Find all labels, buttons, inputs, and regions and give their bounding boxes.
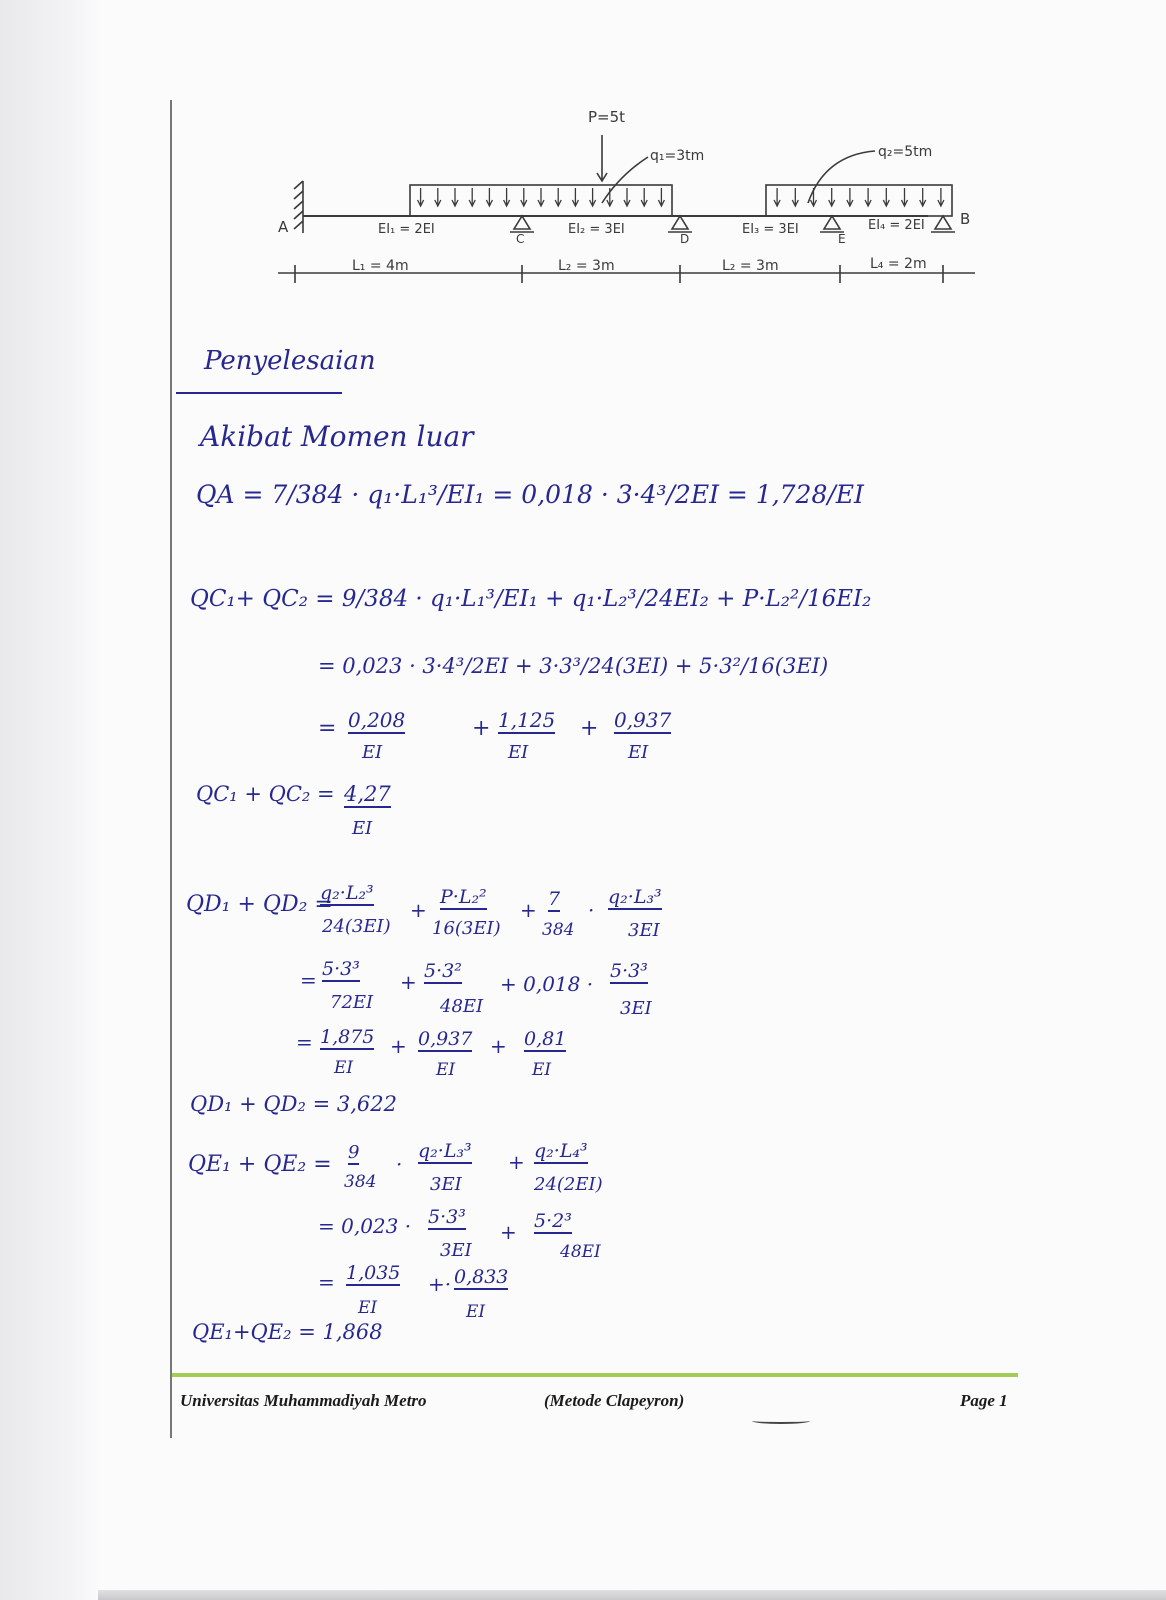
qd-term-4-num: q₂·L₃³	[608, 886, 662, 908]
qc-value-2: 1,125	[498, 708, 556, 732]
support-c-label: C	[516, 232, 525, 246]
qc-value-3: 0,937	[614, 708, 672, 732]
qd-term-3-num: 7	[548, 888, 561, 910]
qd-term-4-den: 3EI	[628, 920, 660, 941]
qe-b-term-1-den: 3EI	[440, 1240, 472, 1261]
plus-sign: +	[520, 898, 537, 922]
distributed-load-q2	[766, 185, 952, 216]
stiffness-ei1: EI₁ = 2EI	[378, 222, 435, 237]
qd-b-term-1-num: 5·3³	[322, 958, 360, 980]
qc-line-2: = 0,023 · 3·4³/2EI + 3·3³/24(3EI) + 5·3²/16(3EI)	[318, 654, 829, 678]
qd-term-2-den: 16(3EI)	[432, 918, 501, 939]
equals-sign: =	[300, 968, 317, 992]
qd-term-1-num: q₂·L₂³	[320, 882, 374, 904]
span-l1: L₁ = 4m	[352, 258, 409, 274]
heading-underline	[176, 392, 342, 394]
denominator-ei: EI	[628, 742, 649, 763]
qe-label: QE₁ + QE₂ =	[188, 1152, 332, 1177]
qe-b-term-2-num: 5·2³	[534, 1210, 572, 1232]
qc-total-value: 4,27	[344, 782, 391, 806]
support-e-label: E	[838, 232, 846, 246]
qc-line-1: QC₁+ QC₂ = 9/384 · q₁·L₁³/EI₁ + q₁·L₂³/24EI₂ + P·L₂²/16EI₂	[190, 586, 872, 612]
plus-sign: +·	[428, 1272, 452, 1296]
footer-page-number: Page 1	[960, 1391, 1008, 1410]
plus-sign: +	[390, 1034, 407, 1058]
qd-b-term-1-den: 72EI	[330, 992, 374, 1013]
qd-c-value-3: 0,81	[524, 1028, 567, 1050]
span-l3: L₂ = 3m	[722, 258, 779, 274]
beam-diagram	[270, 95, 990, 315]
dot-operator: ·	[588, 898, 595, 922]
footer-university: Universitas Muhammadiyah Metro	[180, 1391, 427, 1410]
span-l2: L₂ = 3m	[558, 258, 615, 274]
qe-term-2-den: 3EI	[430, 1174, 462, 1195]
denominator-ei: EI	[466, 1302, 486, 1322]
support-b-label: B	[960, 210, 971, 228]
plus-sign: +	[508, 1150, 525, 1174]
qd-c-value-1: 1,875	[320, 1026, 375, 1048]
qe-term-3-den: 24(2EI)	[534, 1174, 603, 1195]
stiffness-ei4: EI₄ = 2EI	[868, 218, 925, 233]
plus-sign: +	[410, 898, 427, 922]
pencil-mark	[752, 1418, 810, 1424]
denominator-ei: EI	[362, 742, 383, 763]
qe-total: QE₁+QE₂ = 1,868	[192, 1320, 383, 1344]
qe-c-value-2: 0,833	[454, 1266, 509, 1288]
qd-total: QD₁ + QD₂ = 3,622	[190, 1092, 397, 1116]
load-arrows-q1	[418, 188, 665, 206]
span-l4: L₄ = 2m	[870, 256, 927, 272]
qe-b-term-1-num: 5·3³	[428, 1206, 466, 1228]
qe-c-value-1: 1,035	[346, 1262, 401, 1284]
qe-term-1-den: 384	[344, 1172, 377, 1192]
plus-sign: +	[490, 1034, 507, 1058]
denominator-ei: EI	[334, 1058, 354, 1078]
denominator-ei: EI	[436, 1060, 456, 1080]
denominator-ei: EI	[532, 1060, 552, 1080]
load-arrows-q2	[774, 188, 944, 206]
solution-heading: Penyelesaian	[204, 346, 376, 376]
denominator-ei: EI	[358, 1298, 378, 1318]
qe-term-2-num: q₂·L₃³	[418, 1140, 472, 1162]
equals-sign: =	[296, 1030, 313, 1054]
page-bottom-edge	[98, 1590, 1166, 1600]
denominator-ei: EI	[508, 742, 529, 763]
q2-label: q₂=5tm	[878, 144, 933, 160]
point-load-label: P=5t	[588, 108, 626, 126]
equals-sign: =	[318, 716, 337, 741]
qd-b-term-3-den: 3EI	[620, 998, 652, 1019]
qd-b-term-2-num: 5·3²	[424, 960, 462, 982]
qa-line: QA = 7/384 · q₁·L₁³/EI₁ = 0,018 · 3·4³/2EI = 1,728/EI	[196, 480, 864, 509]
qd-b-term-3-num: 5·3³	[610, 960, 648, 982]
support-a-label: A	[278, 218, 289, 236]
equals-sign: =	[318, 1270, 335, 1294]
qd-term-3-den: 384	[542, 920, 575, 940]
qe-b-term-2-den: 48EI	[560, 1242, 601, 1262]
plus-sign: +	[400, 970, 417, 994]
qe-term-3-num: q₂·L₄³	[534, 1140, 588, 1162]
footer-method: (Metode Clapeyron)	[544, 1391, 685, 1410]
footer-rule	[172, 1373, 1018, 1377]
qd-b-mid: + 0,018 ·	[500, 972, 594, 996]
dot-operator: ·	[396, 1152, 403, 1176]
binding-shadow	[0, 0, 98, 1600]
qd-term-2-num: P·L₂²	[440, 886, 487, 908]
denominator-ei: EI	[352, 818, 373, 839]
stiffness-ei2: EI₂ = 3EI	[568, 222, 625, 237]
qc-total-label: QC₁ + QC₂ =	[196, 782, 335, 806]
subheading: Akibat Momen luar	[200, 420, 474, 453]
qd-c-value-2: 0,937	[418, 1028, 473, 1050]
qe-b-lead: = 0,023 ·	[318, 1214, 412, 1238]
qc-value-1: 0,208	[348, 708, 406, 732]
support-d-label: D	[680, 232, 690, 246]
q1-label: q₁=3tm	[650, 148, 705, 164]
plus-sign: +	[500, 1220, 517, 1244]
plus-sign: +	[472, 716, 491, 741]
qe-term-1-num: 9	[348, 1142, 360, 1163]
margin-rule	[170, 100, 172, 1438]
plus-sign: +	[580, 716, 599, 741]
stiffness-ei3: EI₃ = 3EI	[742, 222, 799, 237]
qd-term-1-den: 24(3EI)	[322, 916, 391, 937]
qd-b-term-2-den: 48EI	[440, 996, 484, 1017]
qd-label: QD₁ + QD₂ =	[186, 892, 333, 917]
